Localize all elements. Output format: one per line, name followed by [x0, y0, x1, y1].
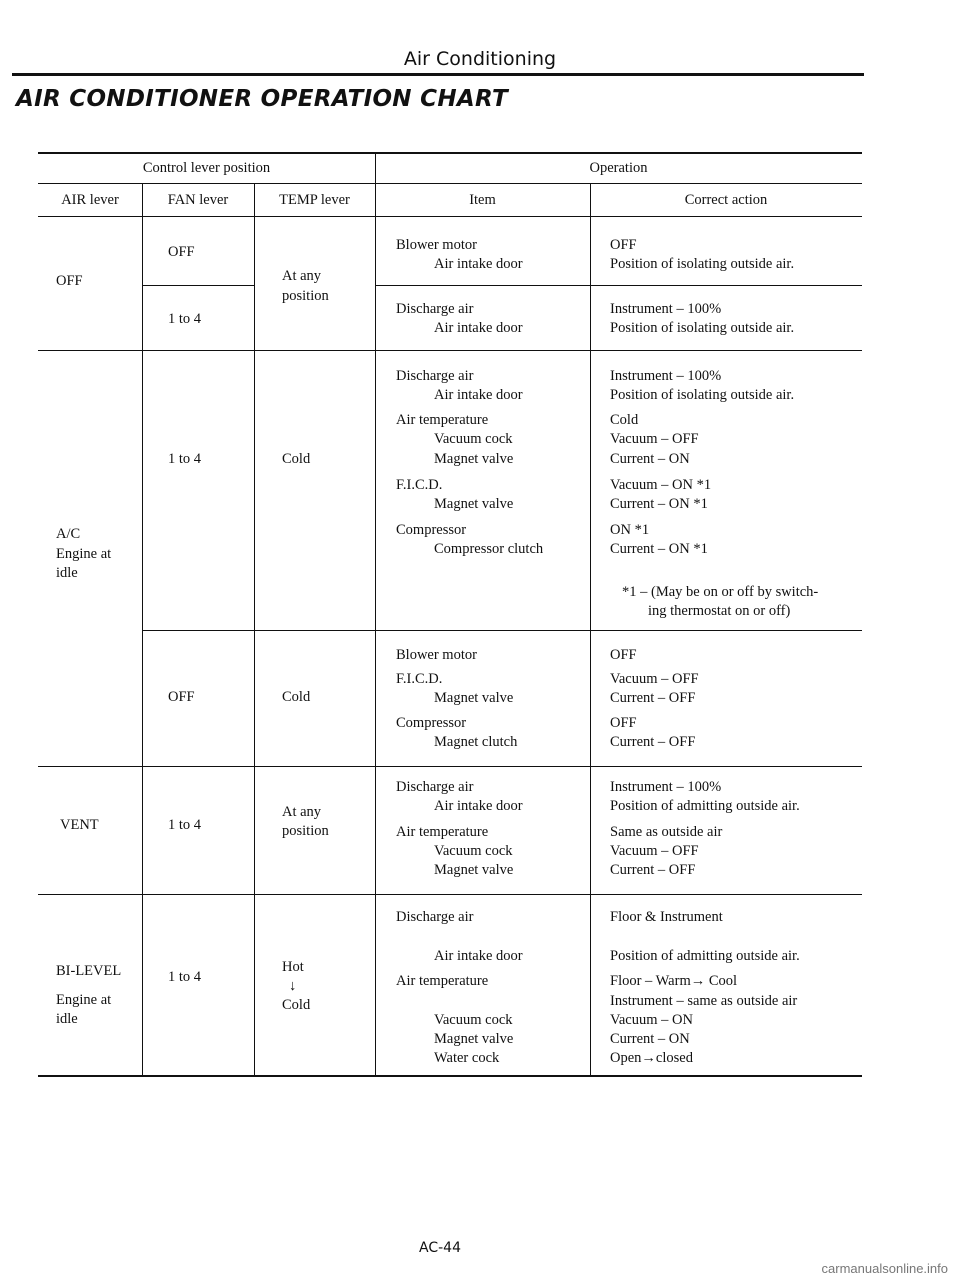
item: Blower motor: [396, 647, 477, 663]
temp-any-line2: position: [282, 288, 329, 304]
col-divider-air-fan: [142, 184, 143, 1075]
item: Discharge air: [396, 779, 474, 795]
table-top-rule: [38, 152, 862, 154]
action: Current – ON *1: [610, 496, 708, 512]
item: Discharge air: [396, 368, 474, 384]
item: Compressor: [396, 715, 467, 731]
col-header-item: Item: [469, 192, 496, 208]
action: Vacuum – OFF: [610, 671, 699, 687]
col-header-action: Correct action: [684, 192, 768, 208]
temp-label: Cold: [282, 689, 311, 705]
air-ac-label: idle: [56, 565, 78, 581]
page-number: AC-44: [419, 1240, 461, 1256]
item: Air intake door: [434, 256, 523, 272]
action: Position of admitting outside air.: [610, 798, 800, 814]
action: Position of admitting outside air.: [610, 948, 800, 964]
watermark: carmanualsonline.info: [821, 1261, 948, 1276]
action: Instrument – 100%: [610, 779, 722, 795]
action: Floor – Warm→ Cool: [610, 973, 738, 989]
temp-label: Cold: [282, 451, 311, 467]
action: Current – OFF: [610, 690, 696, 706]
fan-label: OFF: [168, 689, 195, 705]
col-divider-item-action: [590, 184, 591, 1075]
fan-1to4-label: 1 to 4: [168, 311, 202, 327]
action: Instrument – 100%: [610, 368, 722, 384]
col-divider-fan-temp: [254, 184, 255, 1075]
group-header-rule: [38, 183, 862, 184]
fan-label: 1 to 4: [168, 817, 202, 833]
section-rule-off: [38, 350, 862, 351]
item: Magnet clutch: [434, 734, 518, 750]
item: Blower motor: [396, 237, 477, 253]
fan-label: 1 to 4: [168, 451, 202, 467]
action: Current – ON: [610, 451, 690, 467]
temp-cold-label: Cold: [282, 997, 311, 1013]
off-inner-rule-operation: [375, 285, 862, 286]
action: Cold: [610, 412, 639, 428]
col-header-air: AIR lever: [61, 192, 119, 208]
col-divider-control-operation: [375, 152, 376, 1075]
action: Instrument – same as outside air: [610, 993, 798, 1009]
item: Air temperature: [396, 412, 489, 428]
item: Water cock: [434, 1050, 500, 1066]
action: Vacuum – OFF: [610, 843, 699, 859]
running-header: Air Conditioning: [403, 48, 557, 70]
item: Magnet valve: [434, 862, 514, 878]
item: F.I.C.D.: [396, 671, 443, 687]
action: Position of isolating outside air.: [610, 320, 795, 336]
section-rule-ac: [38, 766, 862, 767]
footnote: ing thermostat on or off): [648, 603, 791, 619]
action: Current – OFF: [610, 862, 696, 878]
air-bilevel-label: Engine at: [56, 992, 112, 1008]
item: Vacuum cock: [434, 431, 513, 447]
air-off-label: OFF: [56, 273, 83, 289]
action: Floor & Instrument: [610, 909, 723, 925]
fan-label: 1 to 4: [168, 969, 202, 985]
temp-label: position: [282, 823, 329, 839]
air-bilevel-label: BI-LEVEL: [56, 963, 122, 979]
item: Vacuum cock: [434, 1012, 513, 1028]
action: Vacuum – OFF: [610, 431, 699, 447]
temp-any-line1: At any: [282, 268, 322, 284]
temp-label: At any: [282, 804, 322, 820]
down-arrow-icon: ↓: [289, 978, 297, 994]
item: Air temperature: [396, 973, 489, 989]
section-rule-vent: [38, 894, 862, 895]
item: Magnet valve: [434, 690, 514, 706]
item: Air temperature: [396, 824, 489, 840]
ac-inner-rule: [142, 630, 862, 631]
item: Compressor clutch: [434, 541, 544, 557]
item: F.I.C.D.: [396, 477, 443, 493]
air-vent-label: VENT: [60, 817, 99, 833]
footnote: *1 – (May be on or off by switch-: [622, 584, 819, 600]
item: Discharge air: [396, 301, 474, 317]
air-ac-label: Engine at: [56, 546, 112, 562]
page-title: AIR CONDITIONER OPERATION CHART: [16, 86, 508, 112]
action: ON *1: [610, 522, 650, 538]
item: Air intake door: [434, 948, 523, 964]
action: OFF: [610, 647, 637, 663]
item: Magnet valve: [434, 1031, 514, 1047]
action: Same as outside air: [610, 824, 723, 840]
column-header-rule: [38, 216, 862, 217]
action: Vacuum – ON: [610, 1012, 693, 1028]
table-bottom-rule: [38, 1075, 862, 1077]
item: Magnet valve: [434, 496, 514, 512]
group-header-operation: Operation: [589, 160, 648, 176]
air-bilevel-label: idle: [56, 1011, 78, 1027]
item: Air intake door: [434, 387, 523, 403]
fan-off-label: OFF: [168, 244, 195, 260]
action: Position of isolating outside air.: [610, 256, 795, 272]
action: Vacuum – ON *1: [610, 477, 712, 493]
item: Air intake door: [434, 798, 523, 814]
item: Discharge air: [396, 909, 474, 925]
action: Open→closed: [610, 1050, 693, 1066]
item: Compressor: [396, 522, 467, 538]
off-inner-rule-fan: [142, 285, 254, 286]
action: Position of isolating outside air.: [610, 387, 795, 403]
col-header-temp: TEMP lever: [279, 192, 350, 208]
item: Magnet valve: [434, 451, 514, 467]
action: Current – ON: [610, 1031, 690, 1047]
item: Air intake door: [434, 320, 523, 336]
action: OFF: [610, 237, 637, 253]
temp-hot-label: Hot: [282, 959, 304, 975]
air-ac-label: A/C: [56, 526, 81, 542]
action: OFF: [610, 715, 637, 731]
action: Current – ON *1: [610, 541, 708, 557]
action: Current – OFF: [610, 734, 696, 750]
item: Vacuum cock: [434, 843, 513, 859]
action: Instrument – 100%: [610, 301, 722, 317]
group-header-control: Control lever position: [142, 160, 271, 176]
col-header-fan: FAN lever: [167, 192, 229, 208]
